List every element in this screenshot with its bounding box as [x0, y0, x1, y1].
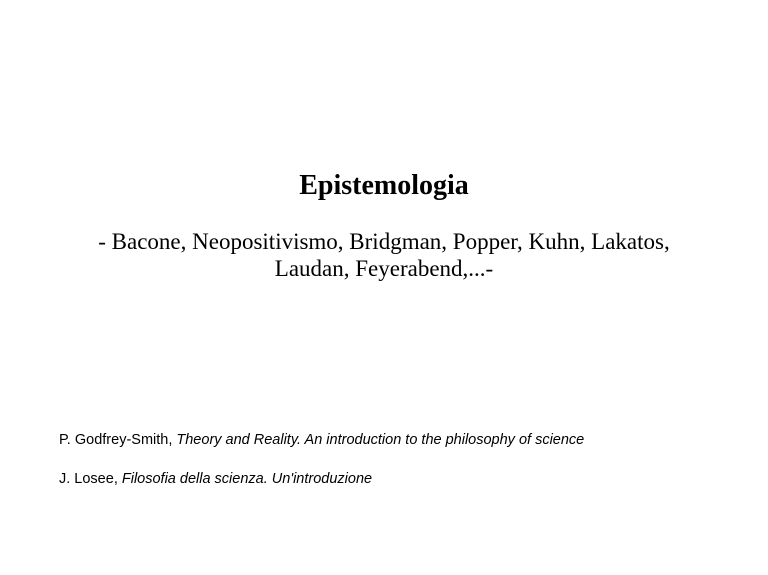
subtitle-line: Laudan, Feyerabend,...- [274, 256, 494, 281]
slide-title: Epistemologia [299, 170, 469, 201]
slide-subtitle [40, 228, 728, 282]
reference-item [59, 431, 584, 449]
reference-work-title: Filosofia della scienza. Un'introduzione [121, 471, 373, 487]
reference-work-title: Theory and Reality. An introduction to the philosophy of science [176, 432, 585, 448]
reference-author: J. Losee, [59, 471, 122, 487]
subtitle-line: - Bacone, Neopositivismo, Bridgman, Popper, Kuhn, Lakatos, [98, 229, 670, 254]
reference-author: P. Godfrey-Smith, [59, 432, 177, 448]
reference-item [59, 470, 372, 488]
